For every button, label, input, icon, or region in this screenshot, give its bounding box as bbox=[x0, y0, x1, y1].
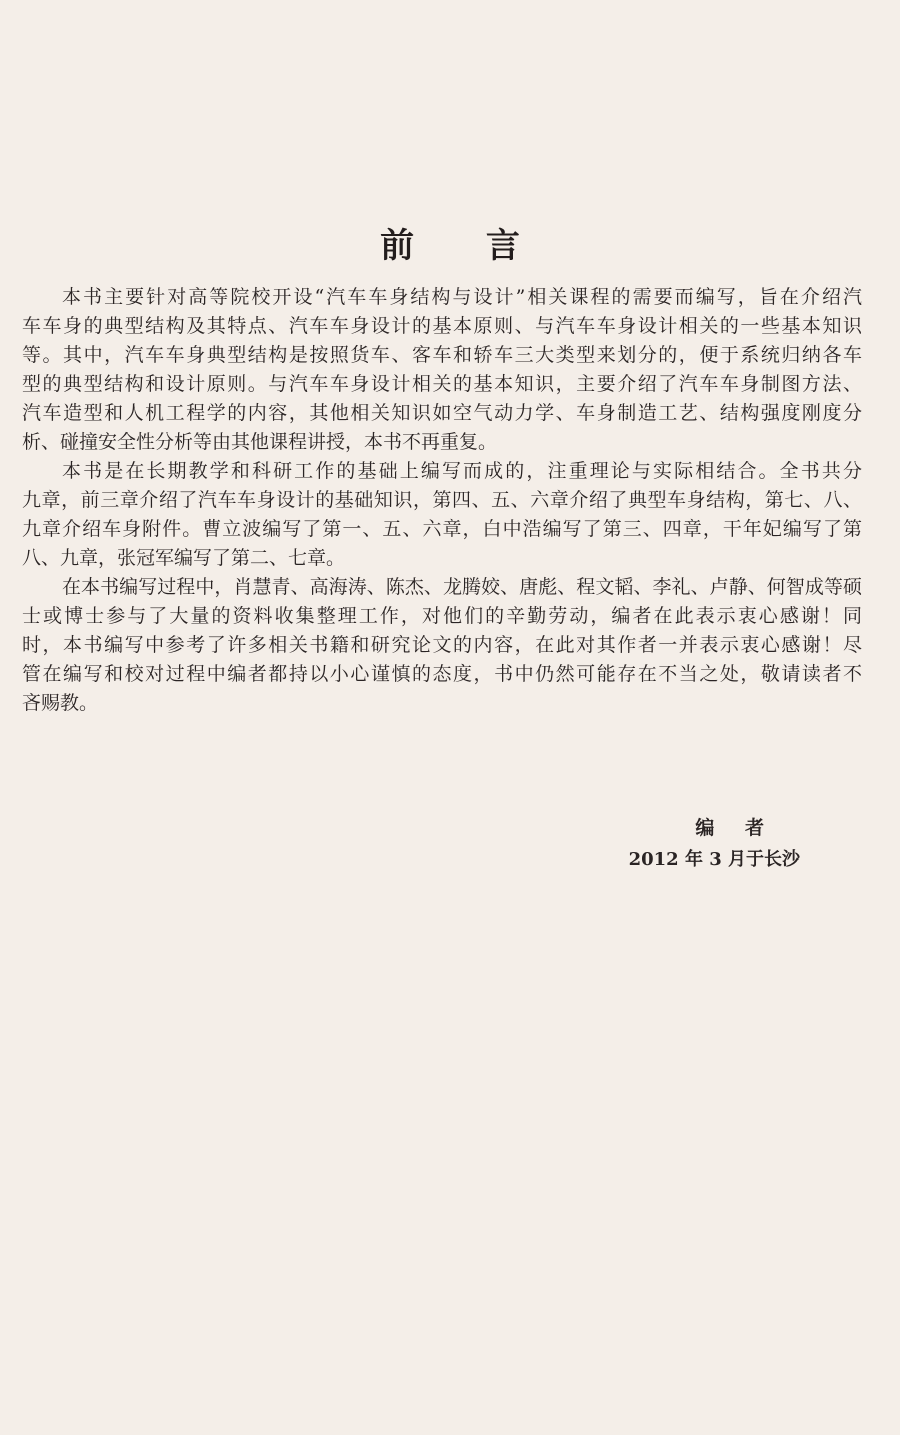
text-line: 本书是在长期教学和科研工作的基础上编写而成的，注重理论与实际相结合。全书共分 bbox=[62, 460, 862, 482]
text-line: 汽车造型和人机工程学的内容，其他相关知识如空气动力学、车身制造工艺、结构强度刚度分 bbox=[22, 402, 862, 424]
text-line: 型的典型结构和设计原则。与汽车车身设计相关的基本知识，主要介绍了汽车车身制图方法、 bbox=[22, 373, 862, 395]
paragraph bbox=[22, 573, 862, 718]
text-line: 九章，前三章介绍了汽车车身设计的基础知识，第四、五、六章介绍了典型车身结构，第七、八、 bbox=[22, 489, 862, 511]
text-line: 八、九章，张冠军编写了第二、七章。 bbox=[22, 547, 346, 569]
paragraph bbox=[22, 283, 862, 457]
page-title: 前 言 bbox=[380, 226, 550, 266]
text-line: 管在编写和校对过程中编者都持以小心谨慎的态度，书中仍然可能存在不当之处，敬请读者不 bbox=[22, 663, 862, 685]
text-line: 九章介绍车身附件。曹立波编写了第一、五、六章，白中浩编写了第三、四章，干年妃编写了第 bbox=[22, 518, 862, 540]
paragraph bbox=[22, 457, 862, 573]
text-line: 等。其中，汽车车身典型结构是按照货车、客车和轿车三大类型来划分的，便于系统归纳各车 bbox=[22, 344, 862, 366]
text-line: 士或博士参与了大量的资料收集整理工作，对他们的辛勤劳动，编者在此表示衷心感谢！同 bbox=[22, 605, 862, 627]
text-line: 吝赐教。 bbox=[22, 692, 99, 714]
text-line: 本书主要针对高等院校开设“汽车车身结构与设计”相关课程的需要而编写，旨在介绍汽 bbox=[62, 286, 862, 308]
date-place: 2012 年 3 月于长沙 bbox=[628, 849, 800, 870]
preface-body bbox=[22, 283, 862, 718]
text-line: 析、碰撞安全性分析等由其他课程讲授，本书不再重复。 bbox=[22, 431, 498, 453]
text-line: 车车身的典型结构及其特点、汽车车身设计的基本原则、与汽车车身设计相关的一些基本知识 bbox=[22, 315, 862, 337]
text-line: 时，本书编写中参考了许多相关书籍和研究论文的内容，在此对其作者一并表示衷心感谢！尽 bbox=[22, 634, 862, 656]
signature: 编 者 bbox=[695, 817, 776, 839]
text-line: 在本书编写过程中，肖慧青、高海涛、陈杰、龙腾姣、唐彪、程文韬、李礼、卢静、何智成等硕 bbox=[62, 576, 862, 598]
